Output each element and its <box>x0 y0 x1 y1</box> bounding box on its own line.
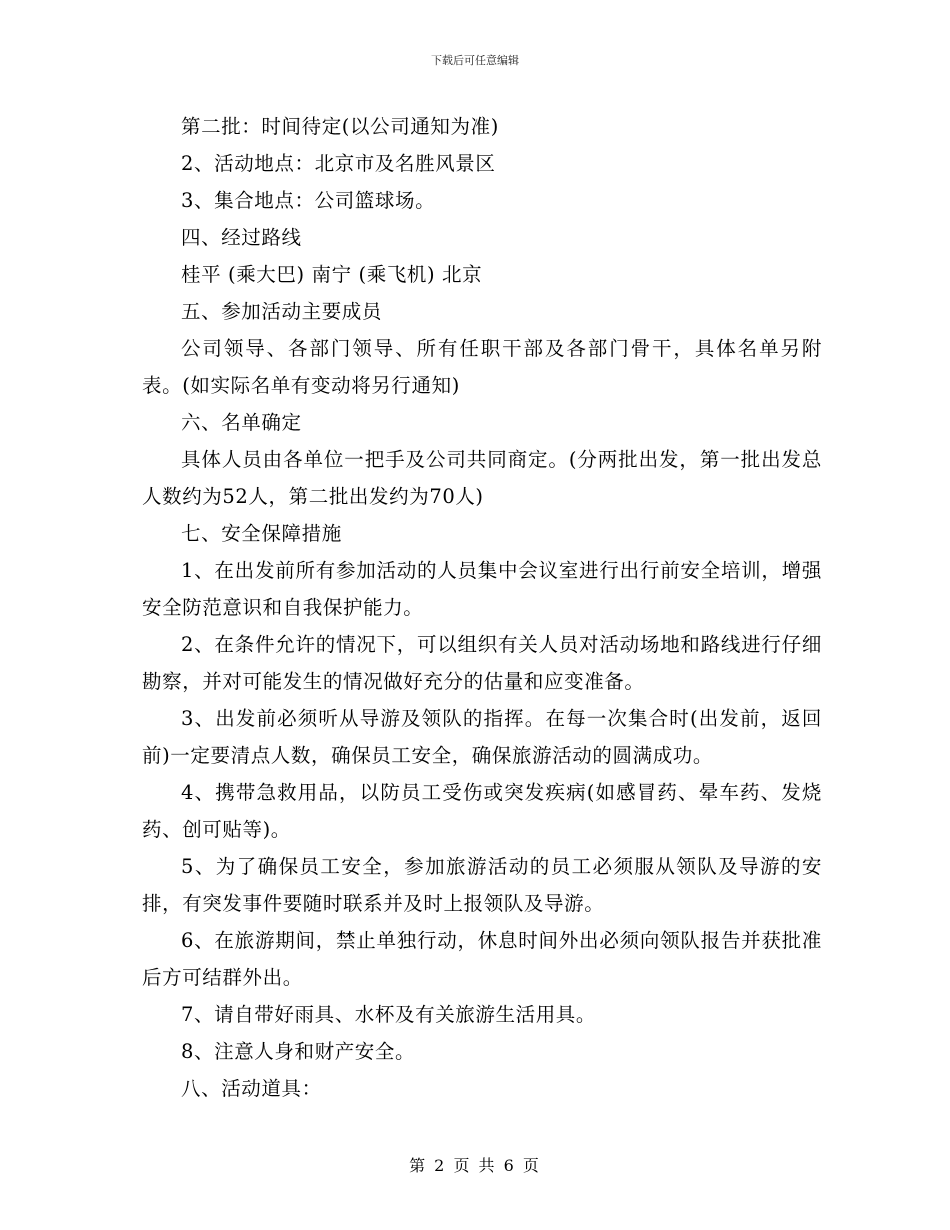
paragraph-route: 桂平 (乘大巴) 南宁 (乘飞机) 北京 <box>181 263 483 286</box>
page-header: 下载后可任意编辑 <box>431 54 519 67</box>
paragraph-batch-two: 第二批：时间待定(以公司通知为准) <box>181 115 499 138</box>
paragraph-safety-1: 1、在出发前所有参加活动的人员集中会议室进行出行前安全培训，增强安全防范意识和自我保护能力。 <box>142 559 822 619</box>
paragraph-safety-3: 3、出发前必须听从导游及领队的指挥。在每一次集合时(出发前，返回前)一定要清点人数，确保员工安全，确保旅游活动的圆满成功。 <box>142 707 822 767</box>
document-body <box>142 108 822 1107</box>
paragraph-list: 具体人员由各单位一把手及公司共同商定。(分两批出发，第一批出发总人数约为52人，第二批出发约为70人) <box>142 448 822 508</box>
page-number-footer: 第 2 页 共 6 页 <box>409 1156 541 1175</box>
paragraph-members: 公司领导、各部门领导、所有任职干部及各部门骨干，具体名单另附表。(如实际名单有变动将另行通知) <box>142 337 822 397</box>
section-heading-members: 五、参加活动主要成员 <box>181 300 383 323</box>
paragraph-safety-4: 4、携带急救用品，以防员工受伤或突发疾病(如感冒药、晕车药、发烧药、创可贴等)。 <box>142 781 822 841</box>
paragraph-safety-6: 6、在旅游期间，禁止单独行动，休息时间外出必须向领队报告并获批准后方可结群外出。 <box>142 929 822 989</box>
paragraph-safety-7: 7、请自带好雨具、水杯及有关旅游生活用具。 <box>181 1003 597 1026</box>
paragraph-safety-8: 8、注意人身和财产安全。 <box>181 1040 416 1063</box>
paragraph-gathering-location: 3、集合地点：公司篮球场。 <box>181 189 436 212</box>
paragraph-safety-5: 5、为了确保员工安全，参加旅游活动的员工必须服从领队及导游的安排，有突发事件要随时联系并及时上报领队及导游。 <box>142 855 822 915</box>
paragraph-safety-2: 2、在条件允许的情况下，可以组织有关人员对活动场地和路线进行仔细勘察，并对可能发生的情况做好充分的估量和应变准备。 <box>142 633 822 693</box>
section-heading-list: 六、名单确定 <box>181 411 302 434</box>
section-heading-route: 四、经过路线 <box>181 226 302 249</box>
paragraph-activity-location: 2、活动地点：北京市及名胜风景区 <box>181 152 496 175</box>
section-heading-safety: 七、安全保障措施 <box>181 522 342 545</box>
section-heading-props: 八、活动道具： <box>181 1077 322 1100</box>
